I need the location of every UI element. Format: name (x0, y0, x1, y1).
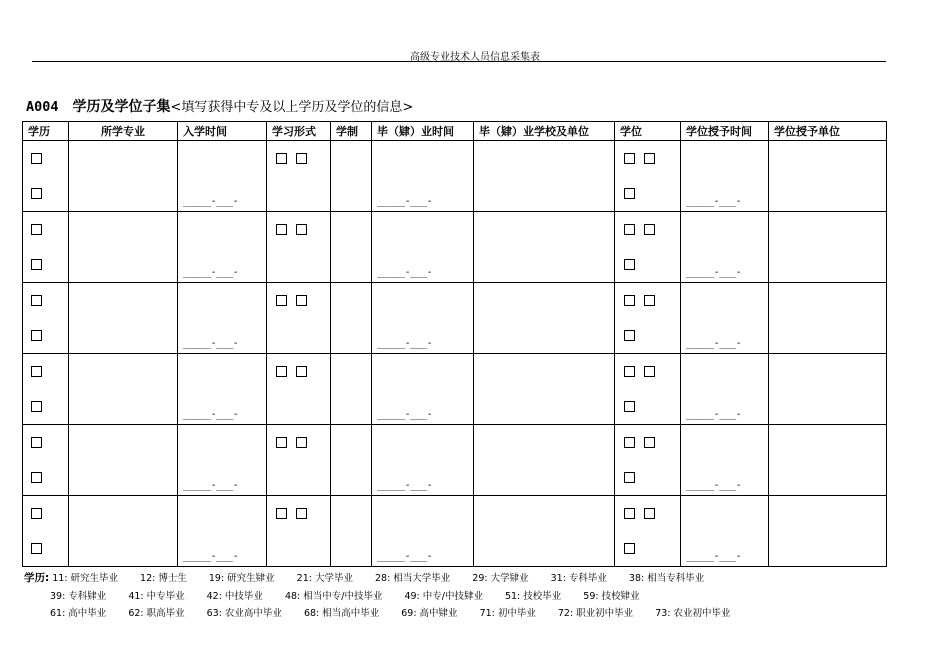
degree-checkbox[interactable] (624, 259, 635, 270)
major-cell[interactable] (69, 425, 178, 496)
degree-date-cell[interactable] (681, 283, 769, 354)
degree-date-cell[interactable] (681, 354, 769, 425)
section-name: 学历及学位子集 (72, 99, 171, 115)
col-header-degree: 学位 (615, 122, 681, 141)
education-cell[interactable] (23, 425, 69, 496)
legend-code-item: 12: 博士生 (140, 573, 187, 584)
degree-date-field[interactable]: _____-___- (686, 409, 742, 420)
degree-checkbox[interactable] (624, 330, 635, 341)
duration-cell[interactable] (331, 496, 372, 567)
degree-checkbox[interactable] (644, 366, 655, 377)
study-form-checkbox[interactable] (296, 508, 307, 519)
legend-code-item: 51: 技校毕业 (504, 591, 562, 602)
degree-cell[interactable] (615, 283, 681, 354)
education-checkbox[interactable] (31, 401, 42, 412)
enroll-date-field[interactable]: _____-___- (183, 267, 239, 278)
legend-code-item: 71: 初中毕业 (479, 608, 536, 619)
education-checkbox[interactable] (31, 437, 42, 448)
major-cell[interactable] (69, 212, 178, 283)
degree-checkbox[interactable] (624, 224, 635, 235)
graduation-date-field[interactable]: _____-___- (377, 267, 433, 278)
education-cell[interactable] (23, 283, 69, 354)
education-checkbox[interactable] (31, 153, 42, 164)
enroll-date-field[interactable]: _____-___- (183, 409, 239, 420)
graduation-date-cell[interactable] (372, 283, 474, 354)
col-header-study-form: 学习形式 (267, 122, 331, 141)
study-form-checkbox[interactable] (296, 366, 307, 377)
degree-cell[interactable] (615, 141, 681, 212)
major-cell[interactable] (69, 496, 178, 567)
legend-code-item: 42: 中技毕业 (206, 591, 263, 602)
major-cell[interactable] (69, 354, 178, 425)
table-header-row (23, 122, 887, 141)
degree-date-field[interactable]: _____-___- (686, 551, 742, 562)
study-form-checkbox[interactable] (276, 153, 287, 164)
col-header-graduation-date: 毕（肄）业时间 (372, 122, 474, 141)
education-checkbox[interactable] (31, 366, 42, 377)
legend-code-item: 68: 相当高中毕业 (303, 608, 380, 619)
duration-cell[interactable] (331, 283, 372, 354)
study-form-cell[interactable] (267, 212, 331, 283)
legend-code-item: 48: 相当中专/中技毕业 (284, 591, 383, 602)
school-cell[interactable] (474, 141, 615, 212)
education-checkbox[interactable] (31, 295, 42, 306)
legend-line-1 (24, 570, 726, 585)
graduation-date-field[interactable]: _____-___- (377, 551, 433, 562)
col-header-education: 学历 (23, 122, 69, 141)
education-cell[interactable] (23, 212, 69, 283)
col-header-enroll-date: 入学时间 (178, 122, 267, 141)
major-cell[interactable] (69, 141, 178, 212)
education-checkbox[interactable] (31, 543, 42, 554)
enroll-date-cell[interactable] (178, 425, 267, 496)
enroll-date-cell[interactable] (178, 283, 267, 354)
col-header-school: 毕（肄）业学校及单位 (474, 122, 615, 141)
enroll-date-field[interactable]: _____-___- (183, 196, 239, 207)
legend-code-item: 41: 中专毕业 (128, 591, 185, 602)
legend-code-item: 59: 技校肄业 (583, 591, 640, 602)
education-cell[interactable] (23, 141, 69, 212)
duration-cell[interactable] (331, 141, 372, 212)
graduation-date-field[interactable]: _____-___- (377, 409, 433, 420)
education-checkbox[interactable] (31, 508, 42, 519)
legend-code-item: 21: 大学毕业 (296, 573, 353, 584)
degree-checkbox[interactable] (644, 508, 655, 519)
education-checkbox[interactable] (31, 188, 42, 199)
col-header-major: 所学专业 (69, 122, 178, 141)
legend-code-item: 62: 职高毕业 (128, 608, 185, 619)
degree-unit-cell[interactable] (769, 212, 887, 283)
degree-checkbox[interactable] (624, 366, 635, 377)
education-checkbox[interactable] (31, 472, 42, 483)
degree-checkbox[interactable] (624, 188, 635, 199)
study-form-checkbox[interactable] (296, 295, 307, 306)
degree-checkbox[interactable] (644, 295, 655, 306)
legend-code-item: 63: 农业高中毕业 (206, 608, 282, 619)
enroll-date-field[interactable]: _____-___- (183, 551, 239, 562)
study-form-checkbox[interactable] (276, 366, 287, 377)
degree-date-field[interactable]: _____-___- (686, 480, 742, 491)
col-header-duration: 学制 (331, 122, 372, 141)
degree-date-cell[interactable] (681, 496, 769, 567)
graduation-date-cell[interactable] (372, 496, 474, 567)
legend-code-item: 11: 研究生毕业 (52, 573, 119, 584)
school-cell[interactable] (474, 496, 615, 567)
legend-code-item: 72: 职业初中毕业 (557, 608, 634, 619)
study-form-checkbox[interactable] (276, 295, 287, 306)
table-row (23, 425, 887, 496)
education-checkbox[interactable] (31, 259, 42, 270)
education-checkbox[interactable] (31, 224, 42, 235)
education-checkbox[interactable] (31, 330, 42, 341)
legend-code-item: 31: 专科毕业 (550, 573, 607, 584)
degree-checkbox[interactable] (624, 508, 635, 519)
table-row (23, 354, 887, 425)
graduation-date-cell[interactable] (372, 354, 474, 425)
study-form-cell[interactable] (267, 283, 331, 354)
col-header-degree-unit: 学位授予单位 (769, 122, 887, 141)
degree-checkbox[interactable] (624, 401, 635, 412)
form-title: 高级专业技术人员信息采集表 (410, 52, 540, 63)
study-form-checkbox[interactable] (276, 437, 287, 448)
graduation-date-field[interactable]: _____-___- (377, 196, 433, 207)
degree-checkbox[interactable] (624, 153, 635, 164)
school-cell[interactable] (474, 354, 615, 425)
legend-code-item: 29: 大学肄业 (472, 573, 529, 584)
enroll-date-cell[interactable] (178, 141, 267, 212)
enroll-date-cell[interactable] (178, 496, 267, 567)
study-form-cell[interactable] (267, 141, 331, 212)
education-table (22, 121, 887, 567)
section-note: <填写获得中专及以上学历及学位的信息> (170, 100, 414, 115)
legend-code-item: 49: 中专/中技肄业 (404, 591, 483, 602)
degree-date-field[interactable]: _____-___- (686, 338, 742, 349)
legend-code-item: 19: 研究生肄业 (208, 573, 275, 584)
degree-date-field[interactable]: _____-___- (686, 267, 742, 278)
school-cell[interactable] (474, 283, 615, 354)
study-form-checkbox[interactable] (276, 508, 287, 519)
degree-cell[interactable] (615, 425, 681, 496)
graduation-date-cell[interactable] (372, 212, 474, 283)
degree-unit-cell[interactable] (769, 283, 887, 354)
section-code: A004 (26, 99, 59, 115)
degree-unit-cell[interactable] (769, 425, 887, 496)
table-row (23, 141, 887, 212)
graduation-date-field[interactable]: _____-___- (377, 480, 433, 491)
graduation-date-field[interactable]: _____-___- (377, 338, 433, 349)
enroll-date-cell[interactable] (178, 354, 267, 425)
duration-cell[interactable] (331, 425, 372, 496)
degree-unit-cell[interactable] (769, 354, 887, 425)
enroll-date-cell[interactable] (178, 212, 267, 283)
legend-line-3 (50, 605, 753, 619)
graduation-date-cell[interactable] (372, 141, 474, 212)
school-cell[interactable] (474, 425, 615, 496)
degree-checkbox[interactable] (624, 543, 635, 554)
study-form-checkbox[interactable] (296, 224, 307, 235)
enroll-date-field[interactable]: _____-___- (183, 480, 239, 491)
legend-code-item: 69: 高中肄业 (401, 608, 458, 619)
duration-cell[interactable] (331, 354, 372, 425)
degree-checkbox[interactable] (624, 295, 635, 306)
degree-checkbox[interactable] (644, 437, 655, 448)
duration-cell[interactable] (331, 212, 372, 283)
study-form-checkbox[interactable] (276, 224, 287, 235)
study-form-cell[interactable] (267, 425, 331, 496)
degree-unit-cell[interactable] (769, 141, 887, 212)
table-row (23, 283, 887, 354)
degree-date-cell[interactable] (681, 212, 769, 283)
degree-checkbox[interactable] (624, 437, 635, 448)
degree-cell[interactable] (615, 496, 681, 567)
section-heading (26, 96, 413, 116)
education-cell[interactable] (23, 496, 69, 567)
study-form-checkbox[interactable] (296, 437, 307, 448)
legend-code-item: 28: 相当大学毕业 (374, 573, 451, 584)
major-cell[interactable] (69, 283, 178, 354)
degree-unit-cell[interactable] (769, 496, 887, 567)
header-divider (32, 61, 886, 62)
degree-date-field[interactable]: _____-___- (686, 196, 742, 207)
degree-checkbox[interactable] (644, 224, 655, 235)
legend-code-item: 61: 高中毕业 (50, 608, 107, 619)
table-row (23, 212, 887, 283)
enroll-date-field[interactable]: _____-___- (183, 338, 239, 349)
degree-cell[interactable] (615, 354, 681, 425)
degree-checkbox[interactable] (624, 472, 635, 483)
table-row (23, 496, 887, 567)
legend-line-2 (50, 588, 662, 602)
legend-code-item: 39: 专科肄业 (50, 591, 107, 602)
degree-date-cell[interactable] (681, 425, 769, 496)
degree-date-cell[interactable] (681, 141, 769, 212)
study-form-cell[interactable] (267, 354, 331, 425)
legend-label: 学历: (24, 572, 50, 584)
legend-code-item: 73: 农业初中毕业 (655, 608, 731, 619)
study-form-cell[interactable] (267, 496, 331, 567)
col-header-degree-date: 学位授予时间 (681, 122, 769, 141)
study-form-checkbox[interactable] (296, 153, 307, 164)
graduation-date-cell[interactable] (372, 425, 474, 496)
legend-code-item: 38: 相当专科毕业 (628, 573, 705, 584)
school-cell[interactable] (474, 212, 615, 283)
degree-cell[interactable] (615, 212, 681, 283)
education-cell[interactable] (23, 354, 69, 425)
degree-checkbox[interactable] (644, 153, 655, 164)
